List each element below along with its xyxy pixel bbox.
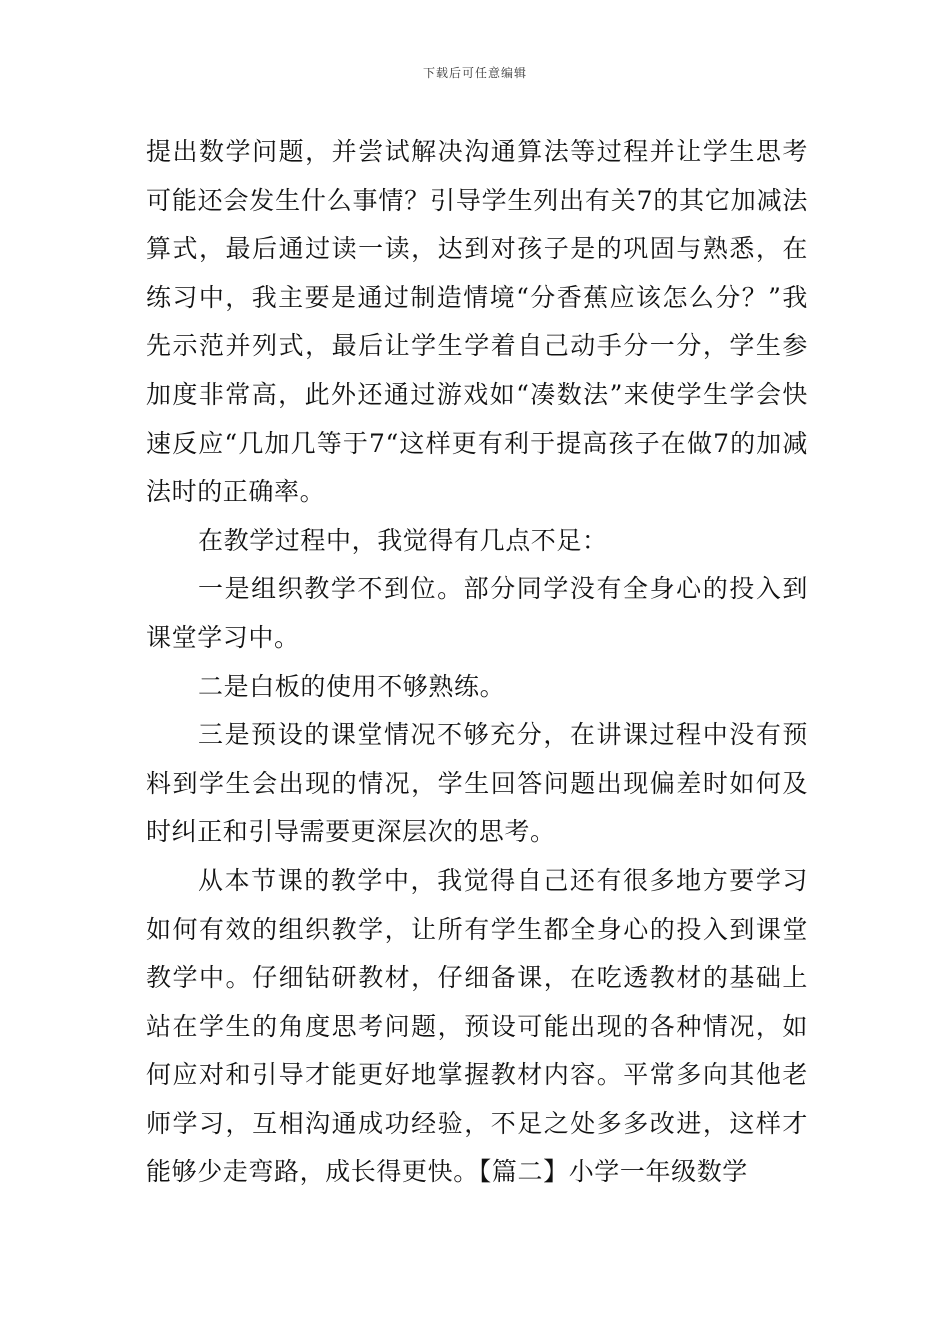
paragraph-3: 一是组织教学不到位。部分同学没有全身心的投入到课堂学习中。: [146, 574, 808, 652]
header-note: 下载后可任意编辑: [422, 66, 527, 80]
paragraph-1: 提出数学问题，并尝试解决沟通算法等过程并让学生思考可能还会发生什么事情？引导学生列出有关7的其它加减法算式，最后通过读一读，达到对孩子是的巩固与熟悉，在练习中，我主要是通过制造情境“分香蕉应该怎么分？”我先示范并列式，最后让学生学着自己动手分一分，学生参加度非常高，此外还通过游戏如“凑数法”来使学生学会快速反应“几加几等于7“这样更有利于提高孩子在做7的加减法时的正确率。: [146, 137, 808, 507]
paragraph-5: 三是预设的课堂情况不够充分，在讲课过程中没有预料到学生会出现的情况，学生回答问题出现偏差时如何及时纠正和引导需要更深层次的思考。: [146, 720, 808, 847]
body-text: [146, 128, 808, 1197]
paragraph-6: 从本节课的教学中，我觉得自己还有很多地方要学习如何有效的组织教学，让所有学生都全身心的投入到课堂教学中。仔细钻研教材，仔细备课，在吃透教材的基础上站在学生的角度思考问题，预设可能出现的各种情况，如何应对和引导才能更好地掌握教材内容。平常多向其他老师学习，互相沟通成功经验，不足之处多多改进，这样才能够少走弯路，成长得更快。【篇二】小学一年级数学: [146, 865, 808, 1187]
paragraph-2: 在教学过程中，我觉得有几点不足：: [198, 525, 608, 555]
paragraph-4: 二是白板的使用不够熟练。: [198, 671, 506, 701]
